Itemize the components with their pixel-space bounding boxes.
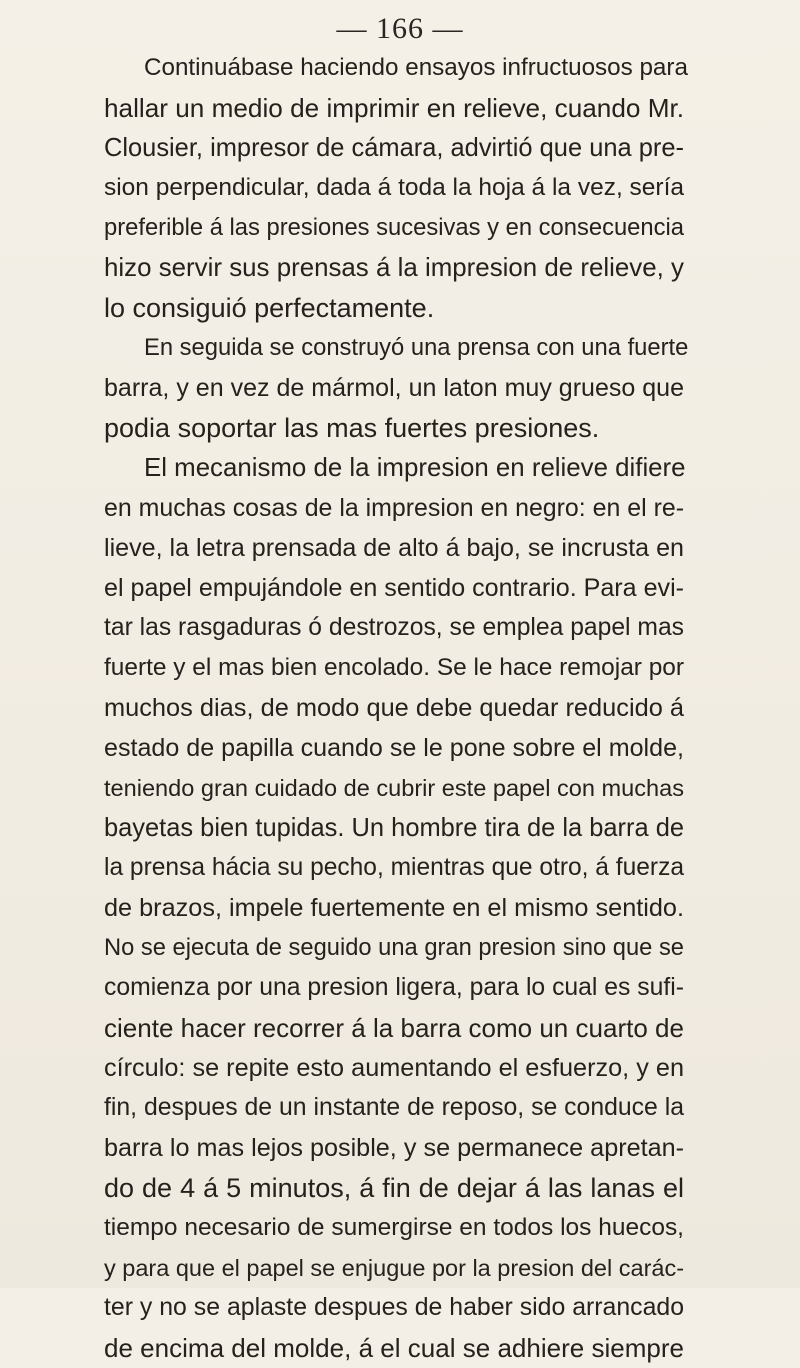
text-line: barra, y en vez de mármol, un laton muy grueso que bbox=[104, 374, 684, 402]
body-text bbox=[104, 48, 689, 1368]
text-line: tar las rasgaduras ó destrozos, se emplea papel mas bbox=[104, 614, 684, 641]
text-line: hallar un medio de imprimir en relieve, cuando Mr. bbox=[104, 93, 684, 123]
text-line: la prensa hácia su pecho, mientras que otro, á fuerza bbox=[104, 854, 684, 881]
text-line: fuerte y el mas bien encolado. Se le hace remojar por bbox=[104, 654, 685, 681]
text-line: teniendo gran cuidado de cubrir este papel con muchas bbox=[104, 775, 684, 801]
text-line: hizo servir sus prensas á la impresion de relieve, y bbox=[104, 254, 684, 282]
text-line: ter y no se aplaste despues de haber sido arrancado bbox=[104, 1294, 684, 1321]
text-line: tiempo necesario de sumergirse en todos los huecos, bbox=[104, 1214, 684, 1241]
text-line: barra lo mas lejos posible, y se permanece apretan- bbox=[104, 1134, 684, 1162]
text-line: No se ejecuta de seguido una gran presion sino que se bbox=[104, 935, 684, 961]
text-line: en muchas cosas de la impresion en negro: en el re- bbox=[104, 494, 684, 522]
text-line: el papel empujándole en sentido contrario. Para evi- bbox=[104, 574, 684, 602]
text-line: do de 4 á 5 minutos, á fin de dejar á las lanas el bbox=[104, 1173, 684, 1203]
text-line: Continuábase haciendo ensayos infructuosos para bbox=[144, 54, 688, 81]
text-line: podia soportar las mas fuertes presiones. bbox=[104, 413, 600, 443]
text-line: sion perpendicular, dada á toda la hoja á la vez, sería bbox=[104, 174, 684, 201]
text-line: de brazos, impele fuertemente en el mismo sentido. bbox=[104, 894, 684, 922]
text-line: fin, despues de un instante de reposo, se conduce la bbox=[104, 1094, 684, 1121]
text-line: círculo: se repite esto aumentando el esfuerzo, y en bbox=[104, 1054, 684, 1082]
text-line: lieve, la letra prensada de alto á bajo, se incrusta en bbox=[104, 534, 684, 562]
text-line: El mecanismo de la impresion en relieve difiere bbox=[144, 454, 686, 482]
text-line: comienza por una presion ligera, para lo cual es sufi- bbox=[104, 974, 684, 1001]
text-line: de encima del molde, á el cual se adhiere siempre bbox=[104, 1333, 684, 1363]
text-line: muchos dias, de modo que debe quedar reducido á bbox=[104, 694, 684, 722]
text-line: En seguida se construyó una prensa con una fuerte bbox=[144, 334, 689, 361]
text-line: preferible á las presiones sucesivas y en consecuencia bbox=[104, 214, 684, 241]
text-line: ciente hacer recorrer á la barra como un cuarto de bbox=[104, 1013, 684, 1043]
text-line: estado de papilla cuando se le pone sobre el molde, bbox=[104, 734, 684, 762]
page-number: — 166 — bbox=[336, 12, 464, 45]
text-line: bayetas bien tupidas. Un hombre tira de la barra de bbox=[104, 814, 684, 842]
text-line: Clousier, impresor de cámara, advirtió que una pre- bbox=[104, 134, 684, 162]
text-line: y para que el papel se enjugue por la presion del carác- bbox=[104, 1255, 685, 1281]
text-line: lo consiguió perfectamente. bbox=[104, 293, 435, 323]
